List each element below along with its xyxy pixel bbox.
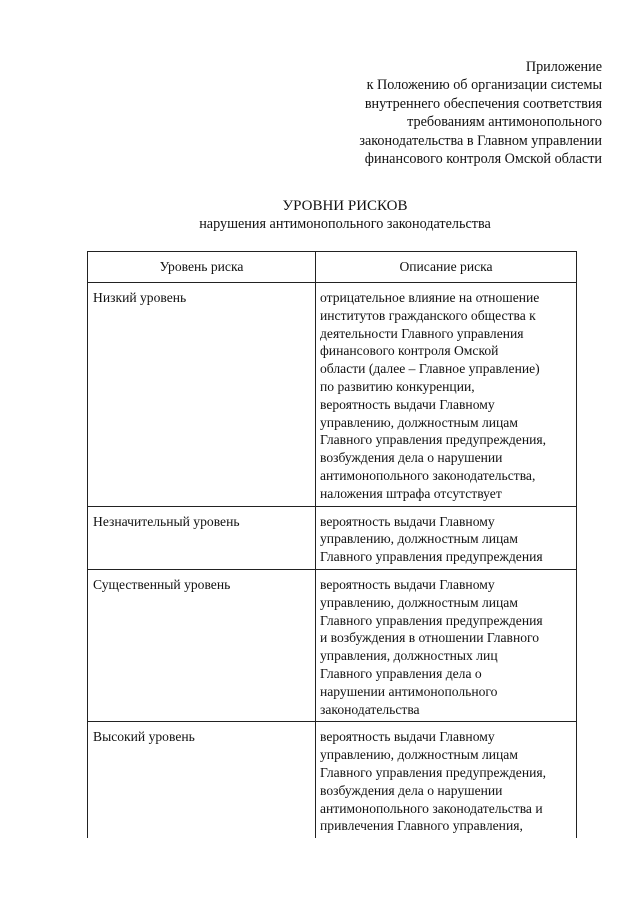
risk-description-high [316,722,577,838]
description-line: управления, должностных лиц [320,648,498,664]
appendix-line: финансового контроля Омской области [364,151,602,168]
description-line: управлению, должностным лицам [320,594,518,610]
appendix-line: требованиям антимонопольного [407,114,602,131]
risk-level-minor: Незначительный уровень [88,506,316,569]
description-line: вероятность выдачи Главному [320,729,495,745]
description-line: и возбуждения в отношении Главного [320,630,540,646]
risk-description-minor [316,506,577,569]
risk-description-low [316,283,577,507]
description-line: отрицательное влияние на отношение [320,290,540,305]
table-row [88,506,577,569]
risk-level-high: Высокий уровень [88,722,316,838]
risk-description-significant [316,569,577,721]
description-line: управлению, должностным лицам [320,414,518,430]
description-line: антимонопольного законодательства и [320,800,543,816]
appendix-line: законодательства в Главном управлении [359,132,602,149]
table-row [88,722,577,838]
description-line: управлению, должностным лицам [320,531,518,547]
risk-level-low: Низкий уровень [88,283,316,507]
description-line: области (далее – Главное управление) [320,361,540,377]
risk-level-significant: Существенный уровень [88,569,316,721]
table-row [88,283,577,507]
appendix-line: Приложение [525,59,602,75]
table-header-row [88,252,577,283]
description-line: управлению, должностным лицам [320,747,518,763]
document-subtitle: нарушения антимонопольного законодательства [199,216,491,232]
description-line: Главного управления дела о [320,665,482,681]
description-line: по развитию конкуренции, [320,378,475,394]
description-line: институтов гражданского общества к [320,307,536,323]
description-line: Главного управления предупреждения, [320,764,547,780]
description-line: законодательства [320,701,420,717]
description-line: финансового контроля Омской [320,343,499,359]
description-line: вероятность выдачи Главному [320,396,495,412]
header-risk-level: Уровень риска [88,252,316,283]
description-line: антимонопольного законодательства, [320,467,536,483]
description-line: вероятность выдачи Главному [320,513,495,529]
description-line: вероятность выдачи Главному [320,576,495,592]
appendix-line: внутреннего обеспечения соответствия [364,95,602,112]
appendix-header [359,58,602,168]
description-line: возбуждения дела о нарушении [320,782,503,798]
appendix-line: к Положению об организации системы [366,77,602,94]
description-line: Главного управления предупреждения, [320,432,547,448]
table-row [88,569,577,721]
description-line: деятельности Главного управления [320,325,524,341]
description-line: Главного управления предупреждения [320,612,543,628]
description-line: Главного управления предупреждения [320,549,543,565]
description-line: наложения штрафа отсутствует [320,485,502,501]
description-line: нарушении антимонопольного [320,683,498,699]
document-title: УРОВНИ РИСКОВ [282,198,408,214]
description-line: привлечения Главного управления, [320,818,523,834]
risk-levels-table [87,251,577,838]
description-line: возбуждения дела о нарушении [320,450,503,466]
header-risk-description: Описание риска [316,252,577,283]
